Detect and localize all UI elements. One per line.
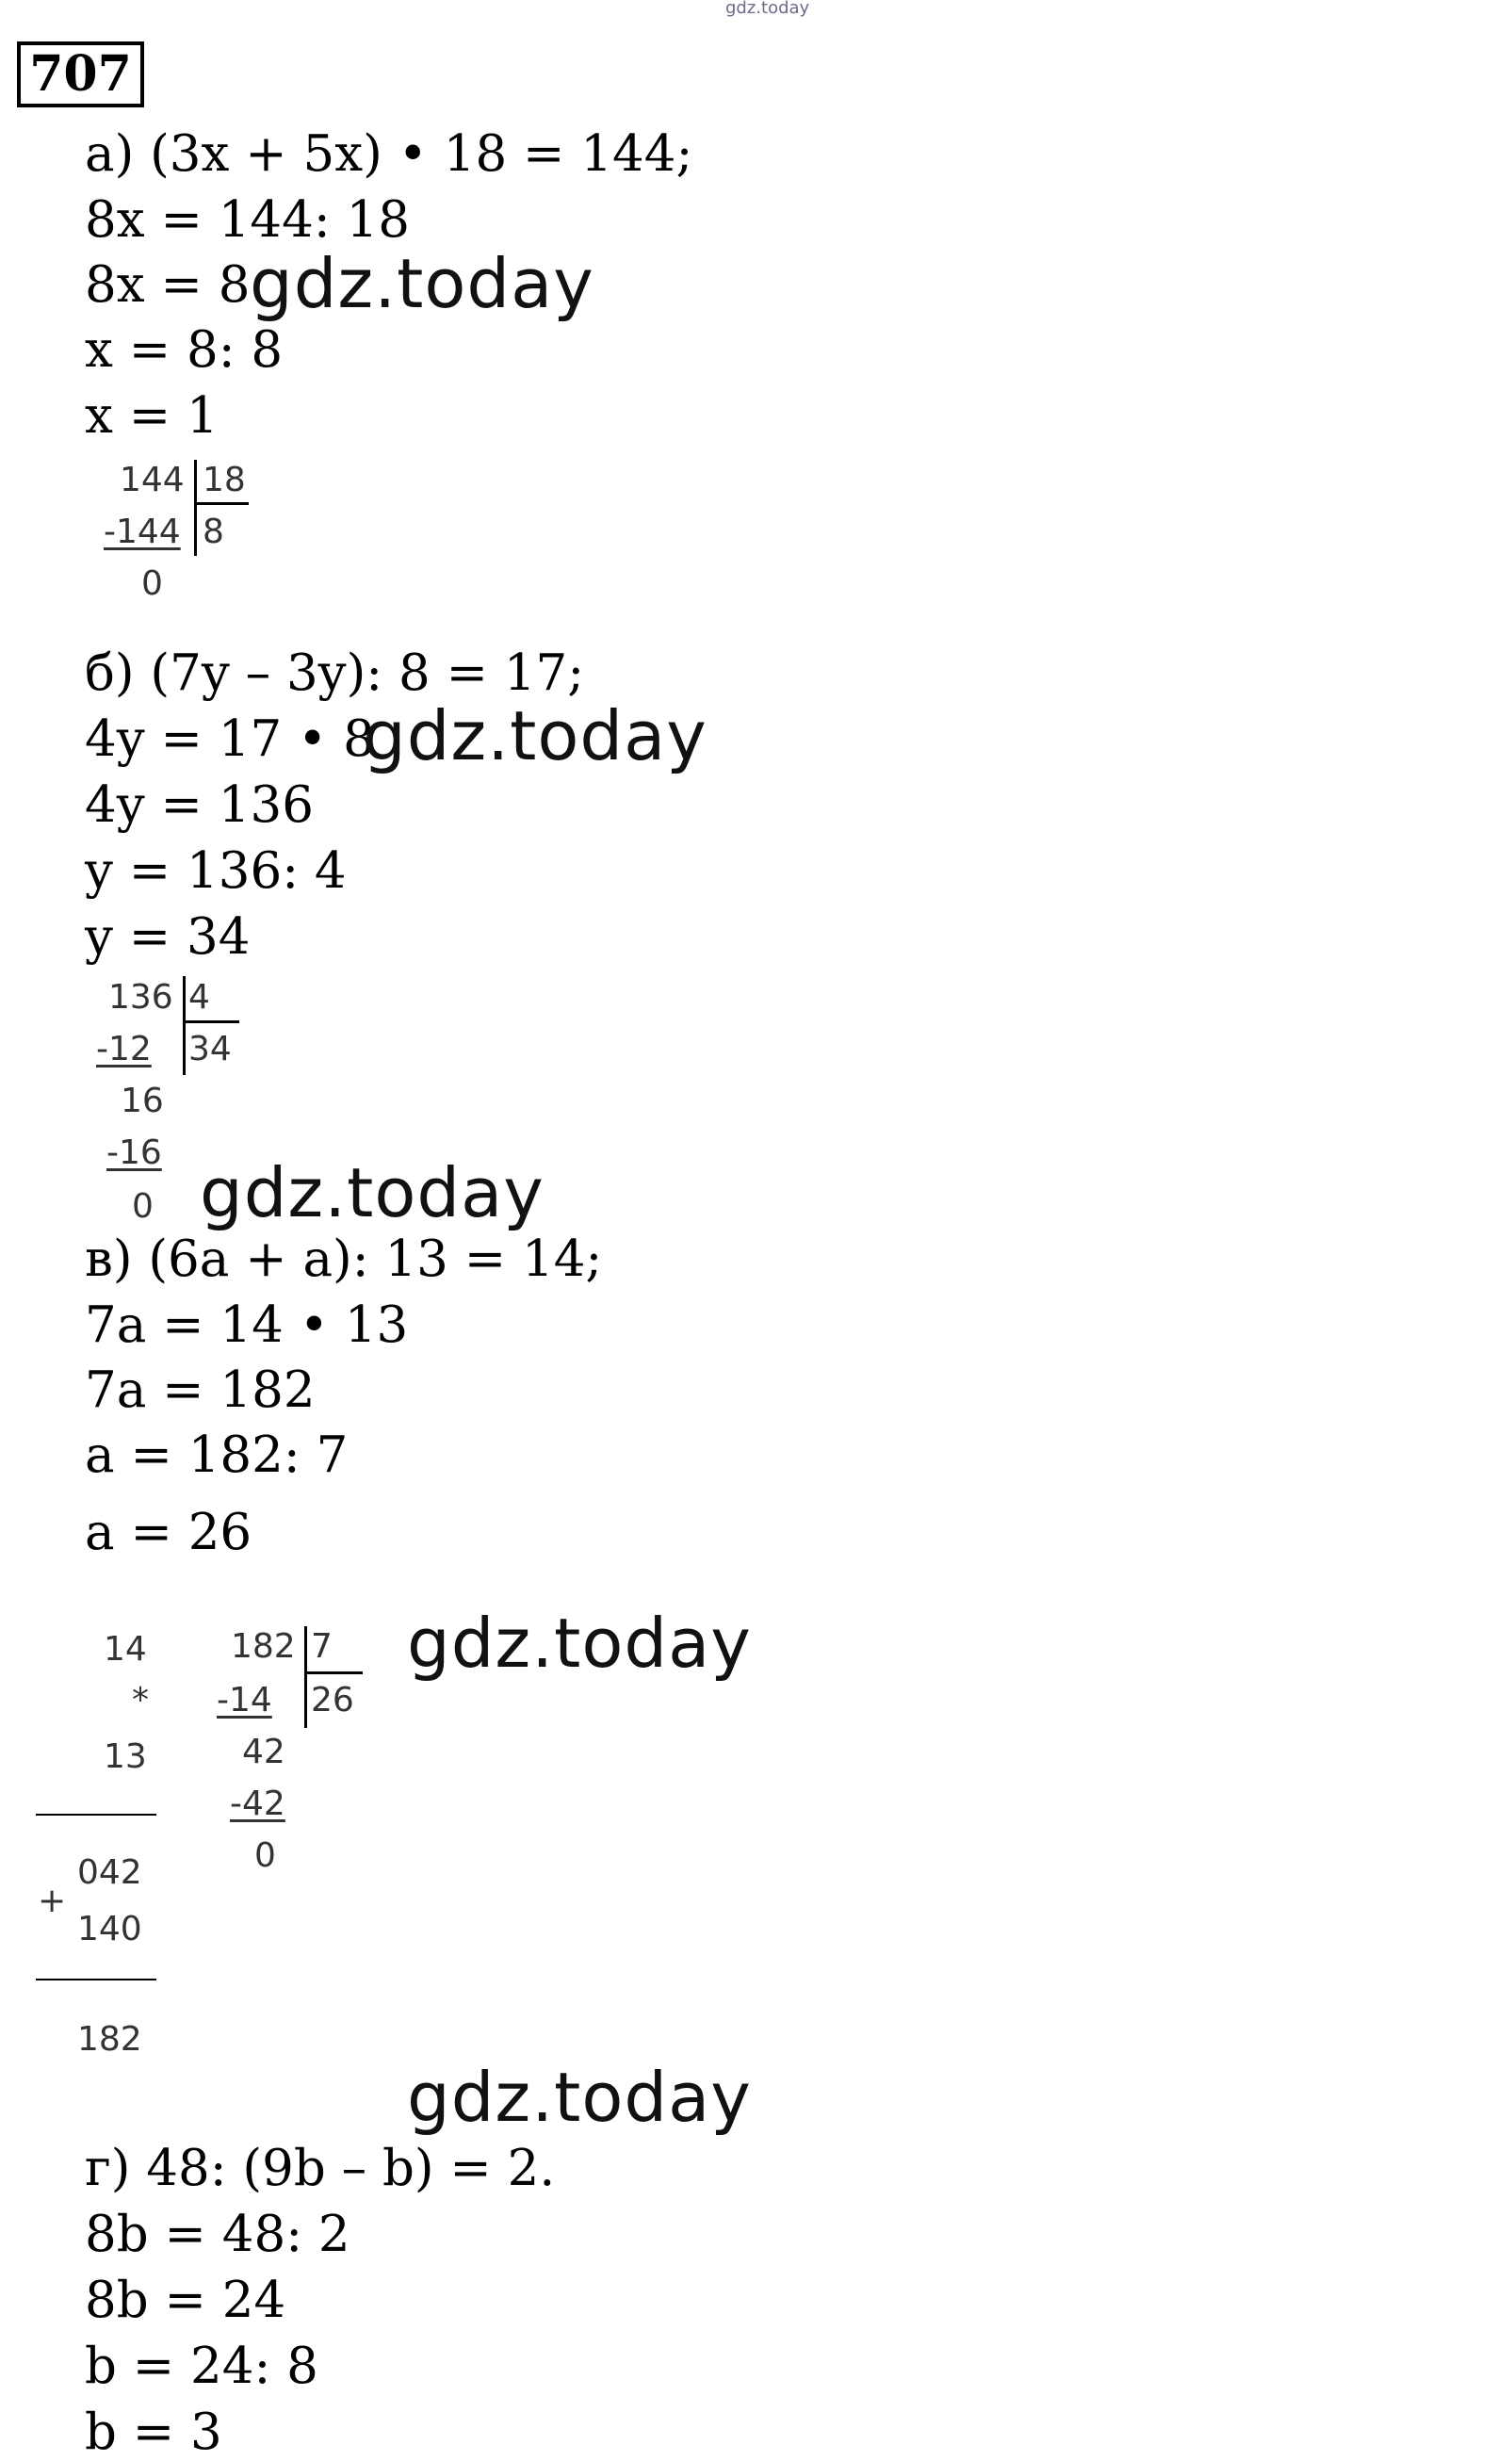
div-c-remainder: 0	[254, 1836, 276, 1875]
div-c-quot-line	[306, 1671, 363, 1674]
part-c-line-4: a = 182: 7	[85, 1426, 349, 1484]
div-a-quot-line	[196, 502, 249, 505]
watermark-2: gdz.today	[363, 696, 707, 775]
part-d-line-4: b = 24: 8	[85, 2338, 318, 2395]
div-a-divisor: 18	[203, 461, 246, 499]
div-a-remainder: 0	[141, 564, 163, 603]
mul-c-result: 182	[77, 2020, 142, 2059]
watermark-4: gdz.today	[407, 1604, 752, 1683]
part-b-line-2: 4y = 17 • 8	[85, 710, 375, 768]
div-b-step-1: -12	[96, 1030, 152, 1068]
part-b-line-1: б) (7y – 3y): 8 = 17;	[85, 644, 585, 702]
part-c-line-2: 7a = 14 • 13	[85, 1296, 409, 1354]
part-a-line-2: 8x = 144: 18	[85, 191, 411, 249]
part-c-line-3: 7a = 182	[85, 1361, 316, 1419]
part-b-line-5: y = 34	[85, 908, 251, 966]
part-c-line-1: в) (6a + a): 13 = 14;	[85, 1230, 603, 1288]
div-b-quotient: 34	[188, 1030, 232, 1068]
part-d-line-1: г) 48: (9b – b) = 2.	[85, 2140, 556, 2197]
div-c-dividend: 182	[231, 1627, 296, 1666]
mul-c-partial-1: 042	[77, 1853, 142, 1892]
part-a-line-5: x = 1	[85, 387, 219, 445]
div-b-bar	[183, 976, 186, 1075]
watermark-5: gdz.today	[407, 2058, 752, 2137]
part-b-line-3: 4y = 136	[85, 776, 314, 834]
watermark-3: gdz.today	[200, 1153, 545, 1232]
div-c-step-2: 42	[242, 1733, 285, 1771]
top-watermark: gdz.today	[725, 0, 810, 18]
div-b-step-2: 16	[121, 1082, 164, 1120]
mul-c-line-1	[36, 1814, 156, 1816]
mul-c-a: 14	[104, 1630, 147, 1669]
div-a-quotient: 8	[203, 513, 224, 551]
div-b-remainder: 0	[132, 1187, 154, 1226]
part-a-line-1: а) (3x + 5x) • 18 = 144;	[85, 125, 693, 183]
part-d-line-2: 8b = 48: 2	[85, 2206, 350, 2263]
mul-c-partial-2: 140	[77, 1910, 142, 1948]
problem-number: 707	[17, 41, 144, 107]
part-d-line-3: 8b = 24	[85, 2272, 286, 2329]
part-a-line-4: x = 8: 8	[85, 321, 284, 379]
div-b-divisor: 4	[188, 978, 210, 1017]
part-c-line-5: a = 26	[85, 1504, 252, 1561]
div-b-step-3: -16	[106, 1133, 162, 1172]
div-b-dividend: 136	[108, 978, 173, 1017]
part-d-line-5: b = 3	[85, 2404, 222, 2461]
div-a-bar	[194, 460, 197, 556]
part-a-line-3: 8x = 8	[85, 256, 251, 314]
div-c-bar	[304, 1626, 307, 1728]
part-b-line-4: y = 136: 4	[85, 842, 347, 900]
div-a-subtract: -144	[104, 513, 181, 551]
mul-c-plus: +	[38, 1882, 67, 1920]
div-a-dividend: 144	[120, 461, 185, 499]
watermark-1: gdz.today	[250, 244, 594, 323]
mul-c-line-2	[36, 1979, 156, 1980]
div-b-quot-line	[185, 1020, 239, 1023]
div-c-quotient: 26	[311, 1681, 354, 1719]
mul-c-b: 13	[104, 1737, 147, 1776]
div-c-step-3: -42	[230, 1785, 285, 1823]
div-c-step-1: -14	[217, 1681, 272, 1719]
mul-c-op: *	[132, 1681, 149, 1719]
div-c-divisor: 7	[311, 1627, 333, 1666]
